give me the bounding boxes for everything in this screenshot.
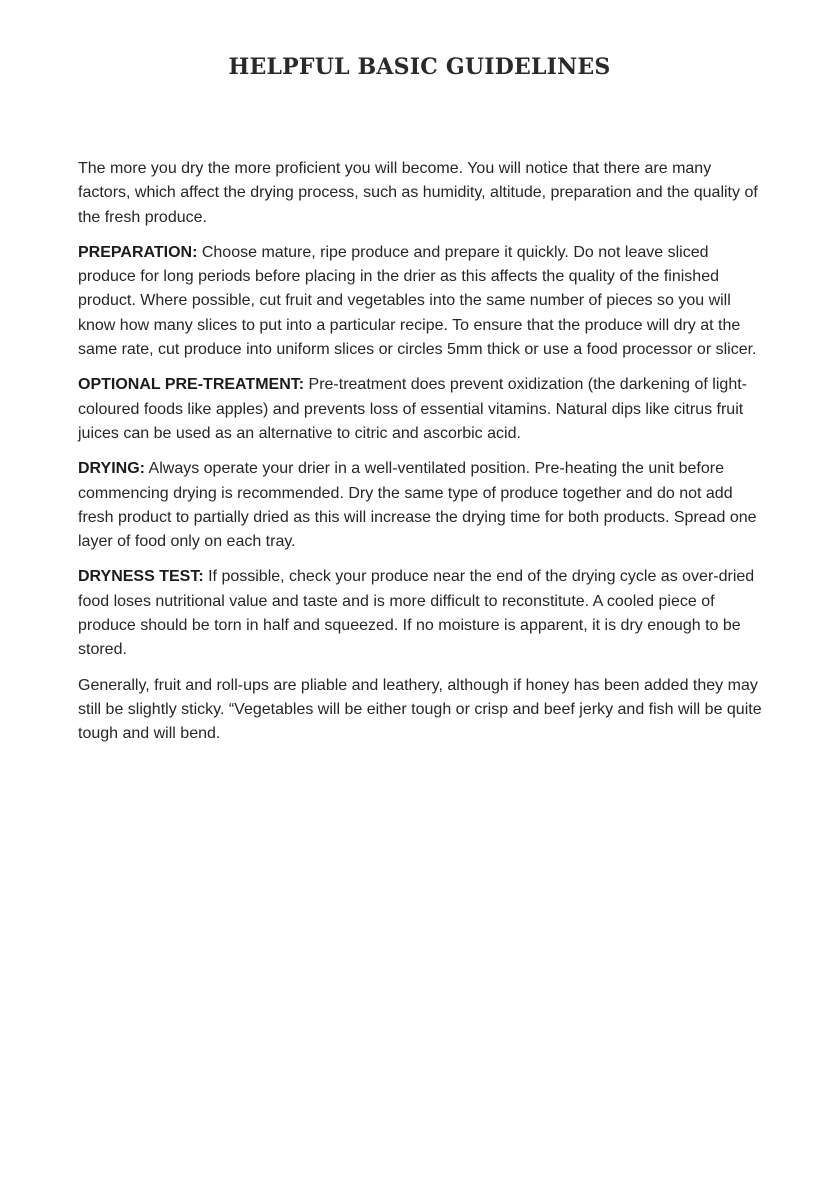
preparation-text: Choose mature, ripe produce and prepare it quickly. Do not leave sliced produce for long periods before placing in the drier as this affects the quality of the finished product. Where possible, cut fruit and vegetables into the same number of pieces so you will know how many slices to put into a particular recipe. To ensure that the produce will dry at the same rate, cut produce into uniform slices or circles 5mm thick or use a food processor or slicer. [78, 243, 757, 359]
document-body [78, 157, 762, 758]
pre-treatment-text: Pre-treatment does prevent oxidization (the darkening of light-coloured foods like apples) and prevents loss of essential vitamins. Natural dips like citrus fruit juices can be used as an alternative to citric and ascorbic acid. [78, 376, 747, 442]
intro-paragraph: The more you dry the more proficient you will become. You will notice that there are many factors, which affect the drying process, such as humidity, altitude, preparation and the quality of the fresh produce. [78, 160, 758, 226]
drying-heading: DRYING: [78, 460, 145, 478]
closing-paragraph: Generally, fruit and roll-ups are pliable and leathery, although if honey has been added they may still be slightly sticky. “Vegetables will be either tough or crisp and beef jerky and fish will be quite tough and will bend. [78, 676, 762, 743]
drying-paragraph [78, 457, 762, 554]
drying-text: Always operate your drier in a well-ventilated position. Pre-heating the unit before commencing drying is recommended. Dry the same type of produce together and do not add fresh product to partially dried as this will increase the drying time for both products. Spread one layer of food only on each tray. [78, 460, 757, 551]
pre-treatment-paragraph [78, 373, 762, 446]
preparation-heading: PREPARATION: [78, 243, 198, 261]
pre-treatment-heading: OPTIONAL PRE-TREATMENT: [78, 376, 305, 394]
dryness-test-heading: DRYNESS TEST: [78, 568, 204, 586]
preparation-paragraph [78, 241, 762, 362]
page-title: HELPFUL BASIC GUIDELINES [228, 54, 611, 80]
dryness-test-text: If possible, check your produce near the end of the drying cycle as over-dried food loses nutritional value and taste and is more difficult to reconstitute. A cooled piece of produce should be torn in half and squeezed. If no moisture is apparent, it is dry enough to be stored. [78, 568, 755, 659]
dryness-test-paragraph [78, 565, 762, 662]
